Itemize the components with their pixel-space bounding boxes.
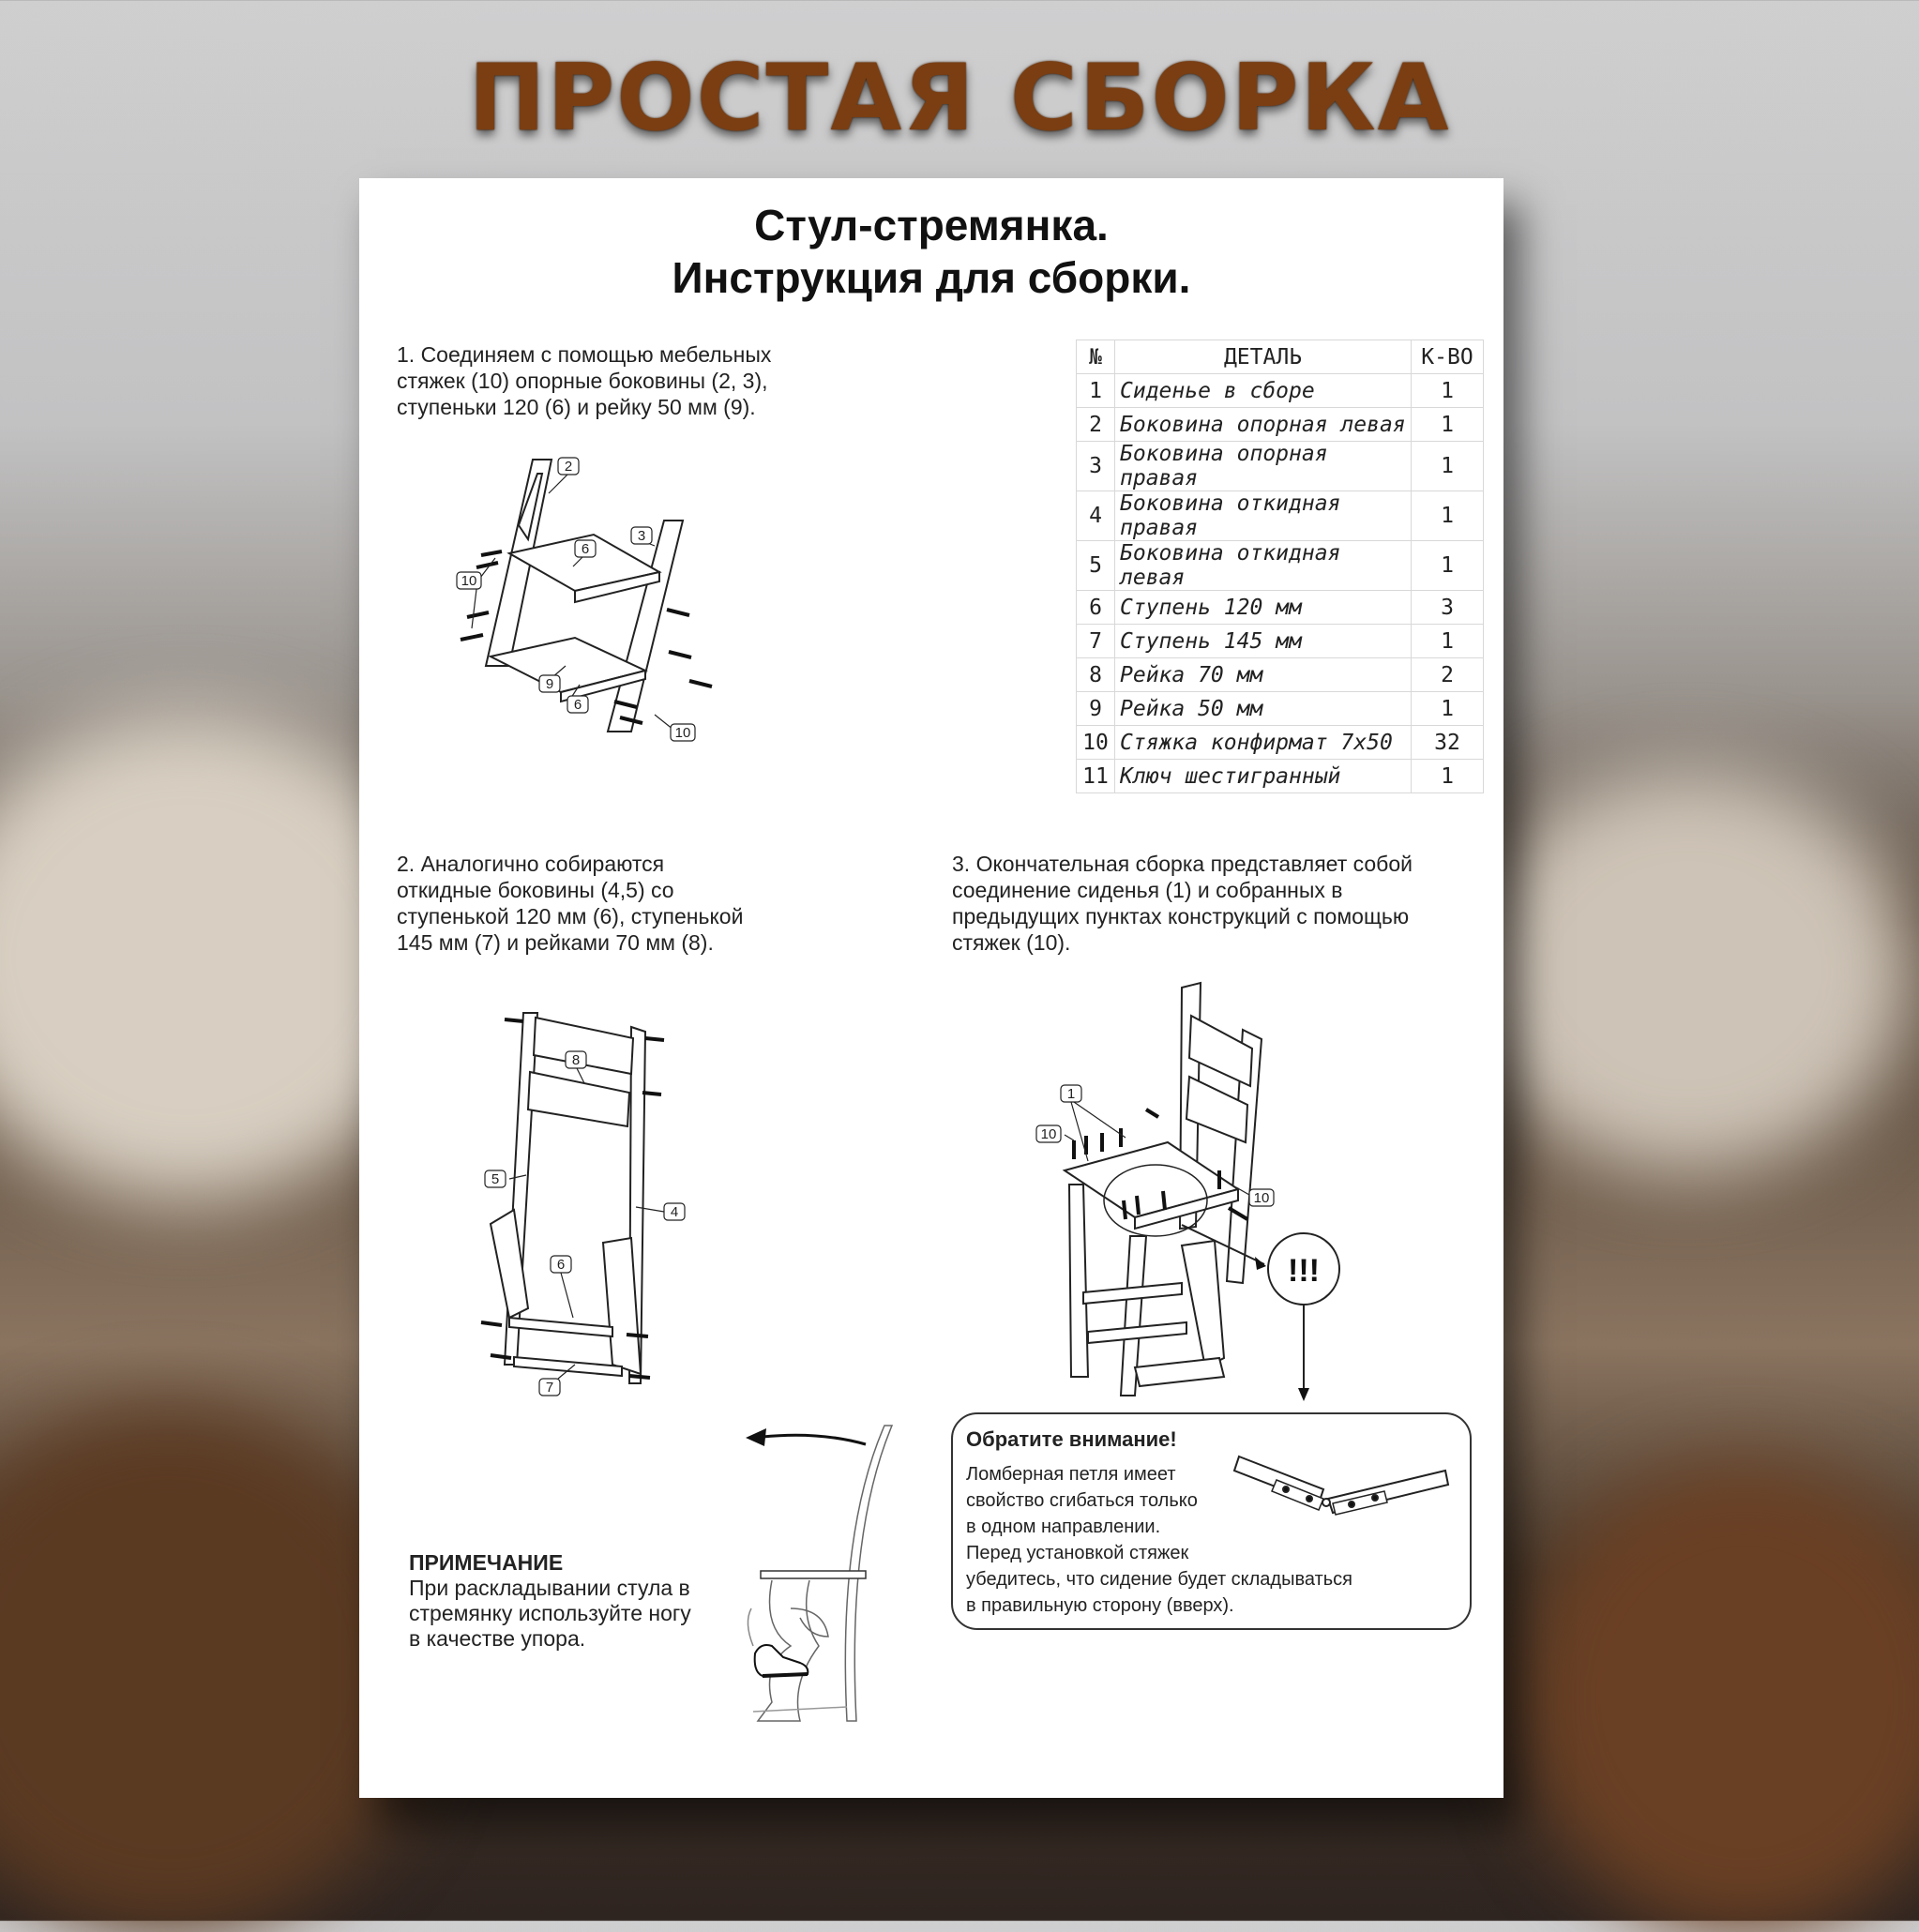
arrow-left-icon <box>744 1424 875 1452</box>
attention-line: в правильную сторону (вверх). <box>966 1595 1234 1616</box>
table-row: 3 Боковина опорная правая 1 <box>1077 442 1484 491</box>
background-blur <box>1463 769 1913 1172</box>
attention-heading: Обратите внимание! <box>966 1427 1177 1451</box>
callout-label: 10 <box>674 725 691 741</box>
attention-line: убедитесь, что сидение будет складываться <box>966 1569 1352 1590</box>
attention-line: свойство сгибаться только <box>966 1490 1198 1511</box>
table-row: 9 Рейка 50 мм 1 <box>1077 692 1484 726</box>
step-1-text: 1. Соединяем с помощью мебельных стяжек (10) опорные боковины (2, 3), ступеньки 120 (6) и рейку 50 мм (9). <box>397 342 772 419</box>
table-row: 7 Ступень 145 мм 1 <box>1077 625 1484 658</box>
instruction-sheet <box>359 178 1503 1798</box>
callout-label: 6 <box>581 541 590 557</box>
hinge-diagram <box>1234 1452 1459 1536</box>
title-line-1: Стул-стремянка. <box>754 201 1109 249</box>
table-row: 10 Стяжка конфирмат 7х50 32 <box>1077 726 1484 760</box>
step-2-text: 2. Аналогично собираются откидные боковины (4,5) со ступенькой 120 мм (6), ступенькой 145 мм (7) и рейками 70 мм (8). <box>397 852 744 955</box>
table-row: 2 Боковина опорная левая 1 <box>1077 408 1484 442</box>
callout-label: 10 <box>1040 1126 1057 1142</box>
table-row: 1 Сиденье в сборе 1 <box>1077 374 1484 408</box>
diagram-unfold <box>734 1421 903 1730</box>
callout-label: 7 <box>545 1380 554 1396</box>
callout-label: 6 <box>556 1257 566 1273</box>
callout-label: 2 <box>564 459 573 475</box>
remark-heading: ПРИМЕЧАНИЕ <box>409 1550 564 1575</box>
background-blur <box>1519 1463 1919 1932</box>
step-3-text: 3. Окончательная сборка представляет собой соединение сиденья (1) и собранных в предыдущих пунктах конструкций с помощью стяжек (10). <box>952 852 1413 955</box>
callout-label: 10 <box>1253 1190 1270 1206</box>
diagram-step-1 <box>444 450 781 788</box>
col-part: ДЕТАЛЬ <box>1115 340 1412 374</box>
callout-label: 5 <box>491 1171 500 1187</box>
parts-table <box>1076 340 1484 793</box>
remark-line: стремянку используйте ногу <box>409 1601 691 1625</box>
callout-label: 6 <box>573 697 582 713</box>
callout-label: 8 <box>571 1052 581 1068</box>
attention-note <box>951 1412 1472 1630</box>
callout-label: 9 <box>545 676 554 692</box>
callout-label: 4 <box>670 1204 679 1220</box>
callout-label: 10 <box>461 573 477 589</box>
table-row: 6 Ступень 120 мм 3 <box>1077 591 1484 625</box>
attention-line: Ломберная петля имеет <box>966 1464 1176 1485</box>
callout-label: 1 <box>1066 1086 1076 1102</box>
attention-line: Перед установкой стяжек <box>966 1543 1189 1563</box>
callout-label: 3 <box>637 528 646 544</box>
table-row: 8 Рейка 70 мм 2 <box>1077 658 1484 692</box>
col-number: № <box>1077 340 1115 374</box>
remark-line: в качестве упора. <box>409 1626 586 1651</box>
table-row: 5 Боковина откидная левая 1 <box>1077 541 1484 591</box>
diagram-step-3 <box>1032 983 1351 1414</box>
remark-line: При раскладывании стула в <box>409 1576 690 1600</box>
table-row: 11 Ключ шестигранный 1 <box>1077 760 1484 793</box>
title-line-2: Инструкция для сборки. <box>672 253 1191 302</box>
headline: ПРОСТАЯ СБОРКА <box>468 45 1451 152</box>
col-qty: К-ВО <box>1412 340 1484 374</box>
warning-marks: !!! <box>1288 1253 1320 1289</box>
diagram-step-2 <box>472 1008 716 1402</box>
document-title <box>359 199 1503 304</box>
attention-line: в одном направлении. <box>966 1517 1161 1537</box>
parts-table-header <box>1077 340 1484 374</box>
table-row: 4 Боковина откидная правая 1 <box>1077 491 1484 541</box>
